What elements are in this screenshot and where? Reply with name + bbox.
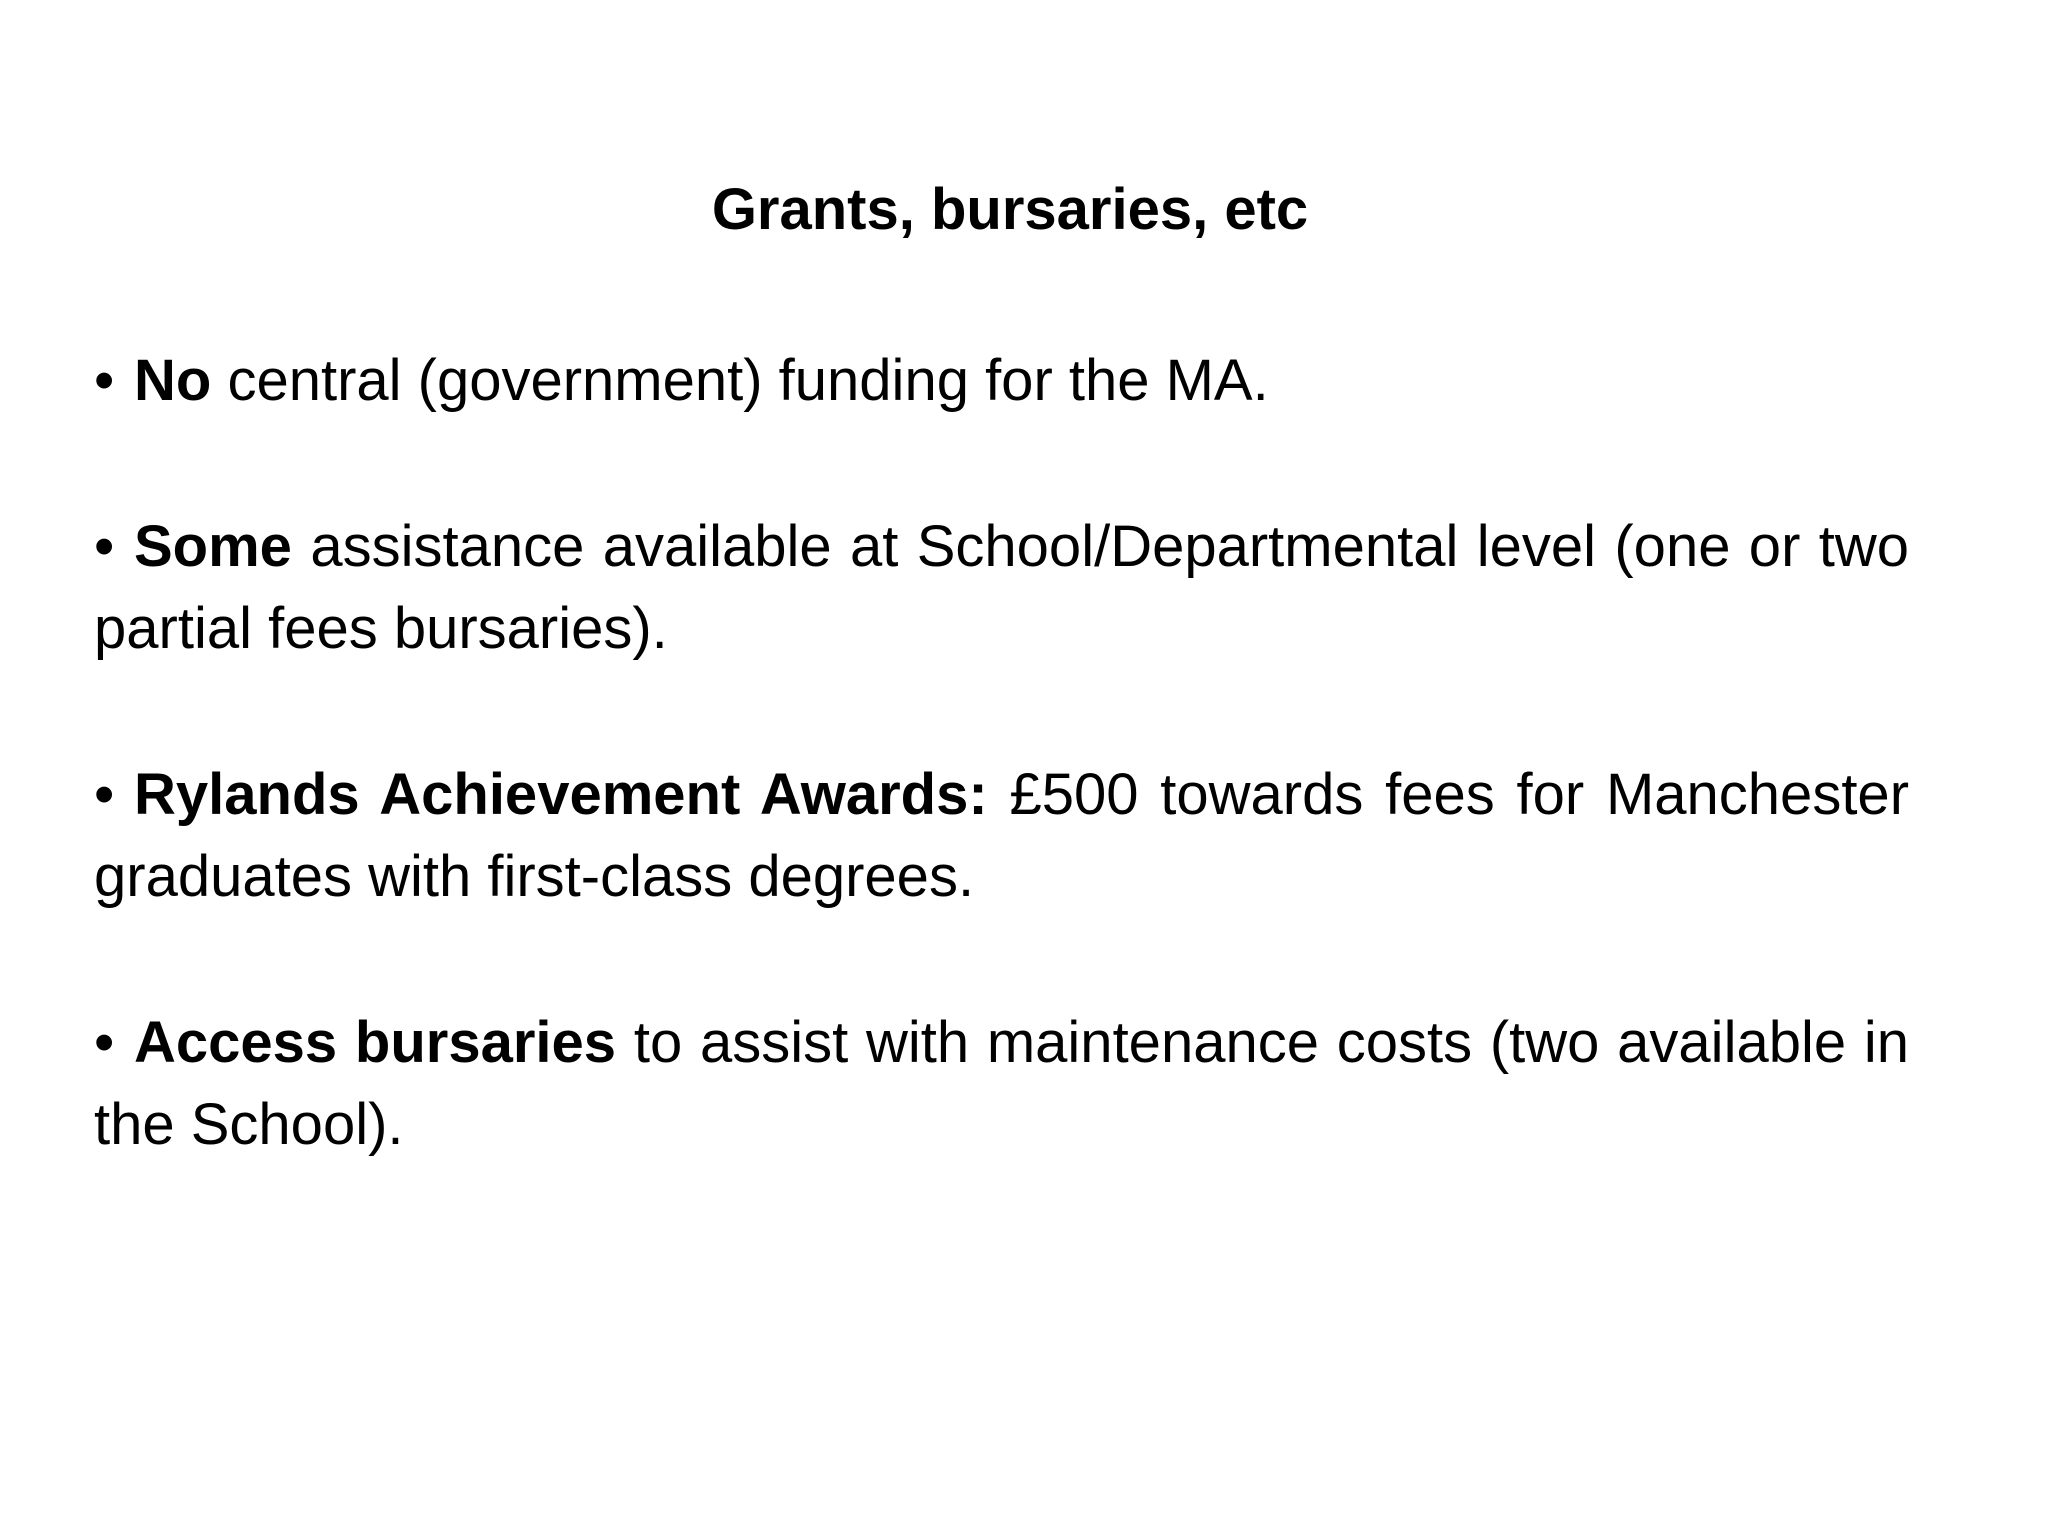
bullet-bold-lead: Rylands Achievement Awards: bbox=[134, 762, 988, 827]
bullet-item bbox=[94, 754, 1909, 918]
bullet-bold-lead: Some bbox=[134, 514, 292, 579]
bullet-bold-lead: Access bursaries bbox=[134, 1010, 617, 1075]
bullet-bold-lead: No bbox=[134, 348, 212, 413]
bullet-list bbox=[94, 340, 1909, 1250]
bullet-dot-icon: • bbox=[94, 1010, 115, 1075]
slide-title: Grants, bursaries, etc bbox=[711, 177, 1309, 242]
bullet-text: £500 towards fees for Manchester graduates with first-class degrees. bbox=[94, 762, 1910, 909]
bullet-text: to assist with maintenance costs (two available in the School). bbox=[94, 1010, 1909, 1157]
bullet-dot-icon: • bbox=[94, 514, 115, 579]
bullet-item bbox=[94, 340, 1909, 422]
bullet-item bbox=[94, 506, 1909, 670]
bullet-dot-icon: • bbox=[94, 348, 115, 413]
bullet-text: central (government) funding for the MA. bbox=[211, 348, 1269, 413]
bullet-text: assistance available at School/Departmental level (one or two partial fees bursaries). bbox=[94, 514, 1909, 661]
bullet-item bbox=[94, 1002, 1909, 1166]
bullet-dot-icon: • bbox=[94, 762, 115, 827]
